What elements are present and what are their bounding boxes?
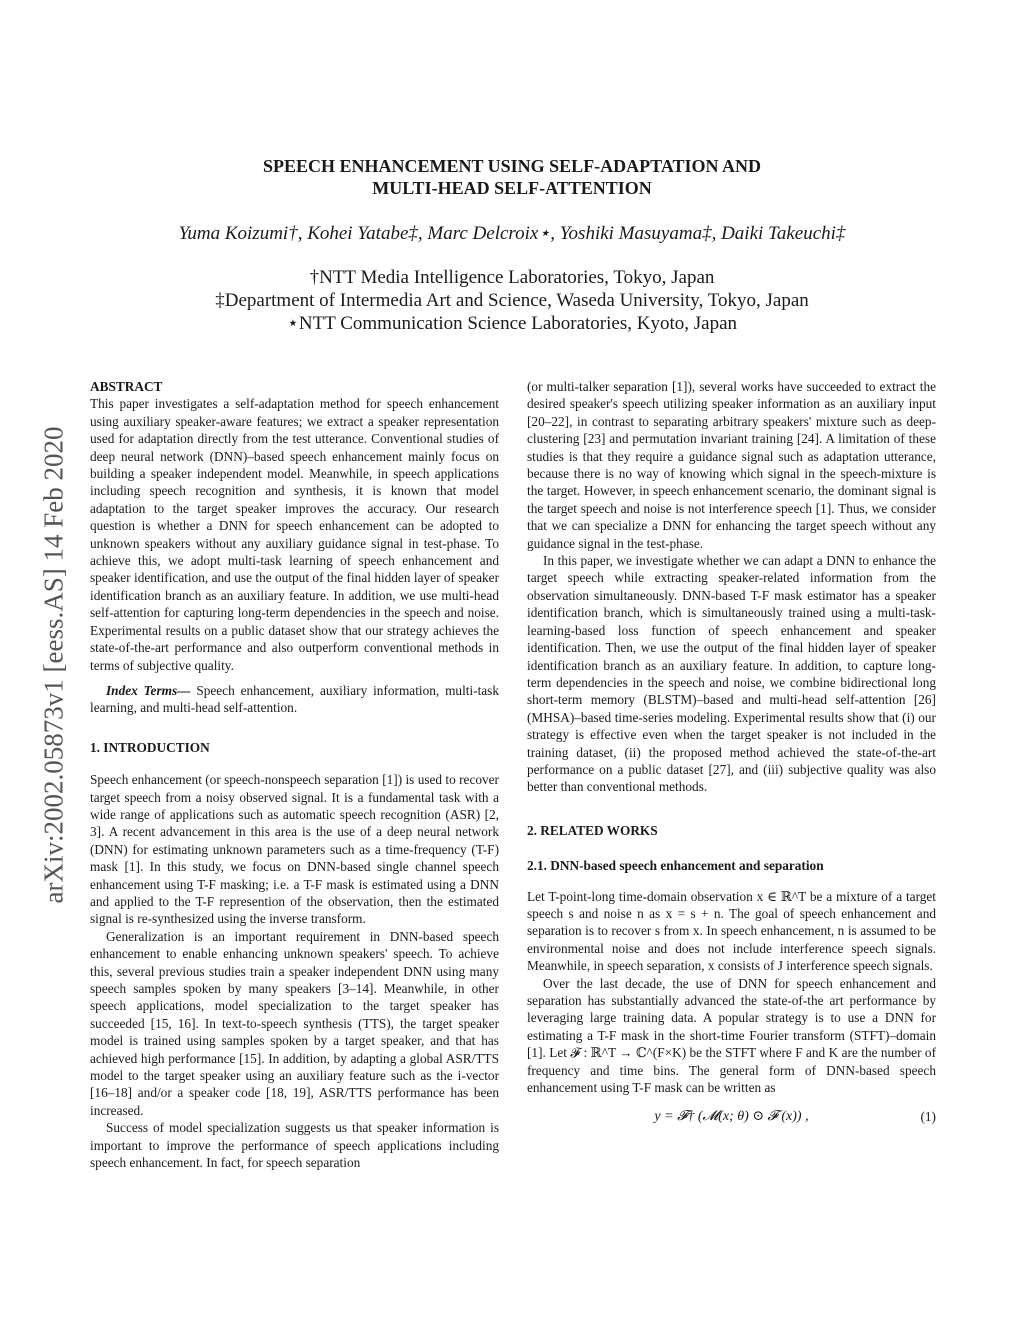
intro-paragraph-2: Generalization is an important requirement in DNN-based speech enhancement to enable enhancing unknown speakers' speech. To achieve this, several previous studies train a speaker independent DNN using many speech samples spoken by many speakers [3–14]. Meanwhile, in other speech applications, model specialization to the target speaker has succeeded [15, 16]. In text-to-speech synthesis (TTS), the target speaker model is trained using samples spoken by a target speaker, and that has achieved high performance [15]. In addition, by adapting a global ASR/TTS model to the target speaker using an auxiliary feature such as the i-vector [16–18] and/or a speaker code [18, 19], ASR/TTS performance has been increased. <box>90 928 499 1118</box>
abstract-text: This paper investigates a self-adaptation method for speech enhancement using auxiliary speaker-aware features; we extract a speaker representation used for adaptation directly from the test utterance. Conventional studies of deep neural network (DNN)–based speech enhancement mainly focus on building a speaker independent model. Meanwhile, in speech applications including speech recognition and synthesis, it is known that model adaptation to the target speaker improves the accuracy. Our research question is whether a DNN for speech enhancement can be adopted to unknown speakers without any auxiliary guidance signal in test-phase. To achieve this, we adopt multi-task learning of speech enhancement and speaker identification, and use the output of the final hidden layer of speaker identification branch as an auxiliary feature. In addition, we use multi-head self-attention for capturing long-term dependencies in the speech and noise. Experimental results on a public dataset show that our strategy achieves the state-of-the-art performance and also outperform conventional methods in terms of subjective quality. <box>90 396 499 673</box>
equation-1 <box>527 1108 936 1130</box>
right-paragraph-2: In this paper, we investigate whether we can adapt a DNN to enhance the target speech while extracting speaker-related information from the observation simultaneously. DNN-based T-F mask estimator has a speaker identification branch, which is simultaneously trained using a multi-task-learning-based loss function of speech enhancement and speaker identification. Then, we use the output of the final hidden layer of speaker identification branch as an auxiliary feature. In addition, to capture long-term dependencies in the speech and noise, we combine bidirectional long short-term memory (BLSTM)–based and multi-head self-attention [26] (MHSA)–based time-series modeling. Experimental results show that (i) our strategy is effective even when the target speaker is not included in the training dataset, (ii) the proposed method achieved the state-of-the-art performance on a public dataset [27], and (iii) subjective quality was also better than conventional methods. <box>527 553 936 795</box>
equation-body: y = 𝓕† (𝓜(x; θ) ⊙ 𝓕 (x)) , <box>654 1109 809 1125</box>
title-line-1: SPEECH ENHANCEMENT USING SELF-ADAPTATION AND <box>262 156 762 176</box>
related-works-heading: 2. RELATED WORKS <box>527 822 658 838</box>
arxiv-id: arXiv:2002.05873v1 [eess.AS] 14 Feb 2020 <box>38 426 69 904</box>
right-paragraph-3: Let T-point-long time-domain observation x ∈ ℝ^T be a mixture of a target speech s and noise n as x = s + n. The goal of speech enhancement and separation is to recover s from x. In speech enhancement, n is assumed to be environmental noise and does not include interference speech signals. Meanwhile, in speech separation, x consists of J interference speech signals. <box>527 888 936 974</box>
affiliation-3: ⋆NTT Communication Science Laboratories, Kyoto, Japan <box>286 313 738 334</box>
arxiv-sidebar <box>38 345 70 985</box>
right-paragraph-4: Over the last decade, the use of DNN for speech enhancement and separation has substantially advanced the state-of-the art performance by leveraging large training data. A popular strategy is to use a DNN for estimating a T-F mask in the short-time Fourier transform (STFT)–domain [1]. Let 𝓕 : ℝ^T → ℂ^(F×K) be the STFT where F and K are the number of frequency and time bins. The general form of DNN-based speech enhancement using T-F mask can be written as <box>527 975 936 1096</box>
title-line-2: MULTI-HEAD SELF-ATTENTION <box>372 178 652 198</box>
affiliation-2: ‡Department of Intermedia Art and Science, Waseda University, Tokyo, Japan <box>215 290 809 311</box>
intro-heading: 1. INTRODUCTION <box>90 739 210 755</box>
subsection-heading: 2.1. DNN-based speech enhancement and separation <box>527 858 824 874</box>
intro-paragraph-3: Success of model specialization suggests us that speaker information is important to improve the performance of speech applications including speech enhancement. In fact, for speech separation <box>90 1120 499 1171</box>
affiliation-1: †NTT Media Intelligence Laboratories, Tokyo, Japan <box>309 267 715 288</box>
right-column <box>527 378 936 1130</box>
right-paragraph-1: (or multi-talker separation [1]), several works have succeeded to extract the desired speaker's speech utilizing speaker information as an auxiliary input [20–22], in contrast to separating arbitrary speakers' mixture such as deep-clustering [23] and permutation invariant training [24]. A limitation of these studies is that they require a guidance signal such as adaptation utterance, because there is no way of knowing which signal in the speech-mixture is the target. However, in speech enhancement scenario, the dominant signal is the target speech and noise is not interference speech [1]. Thus, we consider that we can specialize a DNN for enhancing the target speech without any guidance signal in the test-phase. <box>527 379 936 551</box>
index-terms-text: Speech enhancement, auxiliary information, multi-task learning, and multi-head self-attention. <box>90 682 500 716</box>
paper-title <box>0 155 1024 199</box>
index-terms <box>90 682 499 717</box>
abstract-heading: ABSTRACT <box>90 379 163 394</box>
index-terms-label: Index Terms— <box>106 682 191 698</box>
affiliations <box>0 266 1024 335</box>
left-column <box>90 378 499 1171</box>
intro-paragraph-1: Speech enhancement (or speech-nonspeech separation [1]) is used to recover target speech from a noisy observed signal. It is a fundamental task with a wide range of applications such as automatic speech recognition (ASR) [2, 3]. A recent advancement in this area is the use of a deep neural network (DNN) for estimating unknown parameters such as a time-frequency (T-F) mask [1]. In this study, we focus on DNN-based single channel speech enhancement using T-F masking; i.e. a T-F mask is estimated using a DNN and applied to the T-F represention of the observation, then the estimated signal is re-synthesized using the inverse transform. <box>90 772 499 927</box>
equation-number: (1) <box>920 1109 936 1125</box>
authors: Yuma Koizumi†, Kohei Yatabe‡, Marc Delcroix⋆, Yoshiki Masuyama‡, Daiki Takeuchi‡ <box>178 223 846 244</box>
